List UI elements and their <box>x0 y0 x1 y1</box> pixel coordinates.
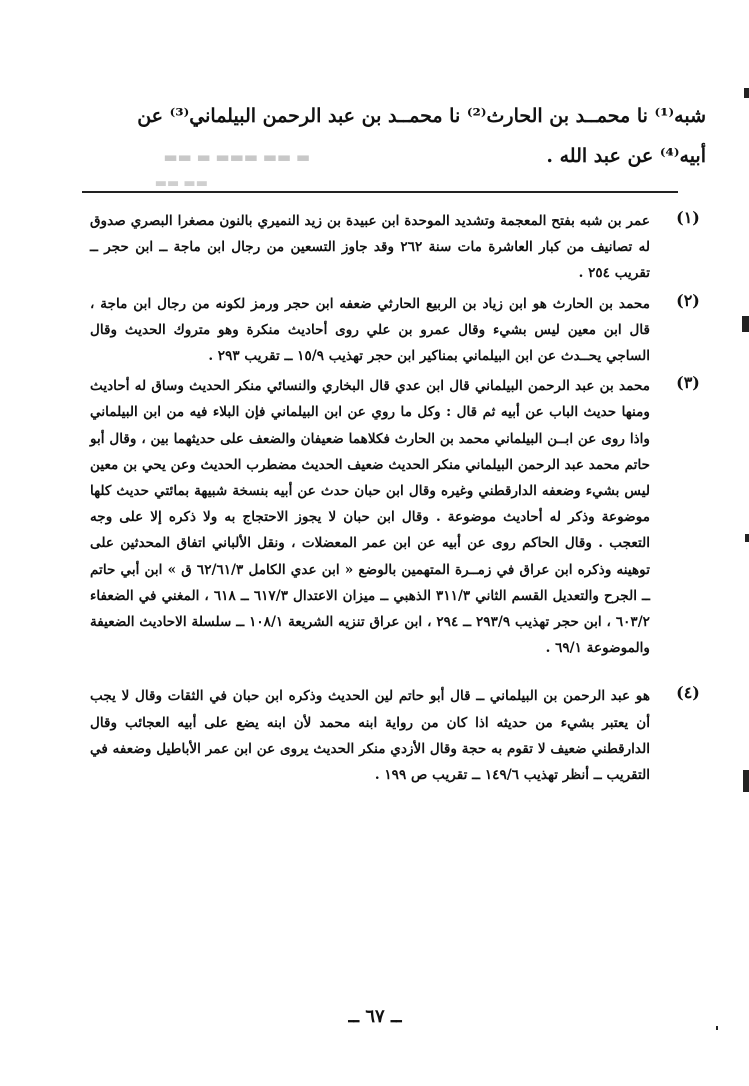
footnote-text: هو عبد الرحمن بن البيلماني ــ قال أبو حاتم لين الحديث وذكره ابن حبان في الثقات وقال لا يجب أن يعتبر بشيء من حديثه اذا كان من رواية ابنه محمد لأن ابنه يضع على أبيه العجائب وقال الدارقطني ضعيف لا تقوم به حجة وقال الأزدي منكر الحديث يروى عن ابن عمر الأباطيل وضعفه في التقريب ــ أنظر تهذيب ١٤٩/٦ ــ تقريب ص ١٩٩ . <box>90 688 650 784</box>
show-through-text: ▬▬ ▬▬ <box>154 176 208 191</box>
scan-speck <box>716 1026 718 1030</box>
page-number: ــ ٦٧ ــ <box>348 1006 402 1027</box>
footnote-separator <box>82 191 678 193</box>
footnote <box>90 683 700 788</box>
scan-edge-mark <box>744 88 749 98</box>
show-through-text: ▬ ▬▬ ▬▬▬ ▬ ▬▬ <box>163 148 310 166</box>
footnote <box>90 373 700 661</box>
footnote-number: (٢) <box>676 290 700 310</box>
footnote-text: عمر بن شبه بفتح المعجمة وتشديد الموحدة ابن عبيدة بن زيد النميري بالنون مصغرا البصري صدوق له تصانيف من كبار العاشرة مات سنة ٢٦٢ وقد جاوز التسعين من رجال ابن ماجة ــ ابن حجر ــ تقريب ٢٥٤ . <box>90 213 650 282</box>
footnote-number: (٤) <box>676 683 700 703</box>
footnotes <box>90 208 700 792</box>
footnote <box>90 290 700 370</box>
hadith-chain-line-2: أبيه⁽⁴⁾ عن عبد الله . <box>546 145 706 167</box>
footnote-text: محمد بن عبد الرحمن البيلماني قال ابن عدي قال البخاري والنسائي منكر الحديث وساق له أحاديث ومنها حديث الباب عن أبيه ثم قال : وكل ما روي عن ابن البيلماني فإن البلاء فيه من ابن البيلماني واذا روى عن ابــن البيلماني محمد بن الحارث فكلاهما ضعيفان والضعف على حديثهما بين ، وقال أبو حاتم محمد عبد الرحمن البيلماني منكر الحديث ضعيف الحديث مضطرب الحديث وعن يحي بن معين ليس بشيء وضعفه الدارقطني وغيره وقال ابن حبان حدث عن أبيه بنسخة شبيهة بمائتي حديث كلها موضوعة وذكر له أحاديث موضوعة . وقال ابن حبان لا يجوز الاحتجاج به ولا ذكره إلا على وجه التعجب . وقال الحاكم روى عن أبيه عن ابن عمر المعضلات ، ونقل الألباني اتفاق المحدثين على توهينه وذكره ابن عراق في زمــرة المتهمين بالوضع « ابن عدي الكامل ٦٢/٦١/٣ ق » ابن أبي حاتم ــ الجرح والتعديل القسم الثاني ٣١١/٣ الذهبي ــ ميزان الاعتدال ٦١٧/٣ ــ ٦١٨ ، المغني في الضعفاء ٦٠٣/٢ ، ابن حجر تهذيب ٢٩٣/٩ ــ ٢٩٤ ، ابن عراق تنزيه الشريعة ١٠٨/١ ــ سلسلة الاحاديث الضعيفة والموضوعة ٦٩/١ . <box>90 378 650 657</box>
scan-edge-mark <box>743 770 749 792</box>
scan-edge-mark <box>742 316 749 332</box>
footnote-number: (١) <box>676 208 700 227</box>
footnote-number: (٣) <box>676 373 700 393</box>
hadith-chain-line-1: شبه⁽¹⁾ نا محمــد بن الحارث⁽²⁾ نا محمــد بن عبد الرحمن البيلماني⁽³⁾ عن <box>137 105 706 127</box>
footnote-text: محمد بن الحارث هو ابن زياد بن الربيع الحارثي ضعفه ابن حجر ورمز لكونه من رجال ابن ماجة ، قال ابن معين ليس بشيء وقال عمرو بن علي روى أحاديث منكرة وهو متروك الحديث وقال الساجي يحــدث عن ابن البيلماني بمناكير ابن حجر تهذيب ١٥/٩ ــ تقريب ٢٩٣ . <box>90 295 650 365</box>
scan-edge-mark <box>745 534 749 542</box>
footnote <box>90 208 700 287</box>
